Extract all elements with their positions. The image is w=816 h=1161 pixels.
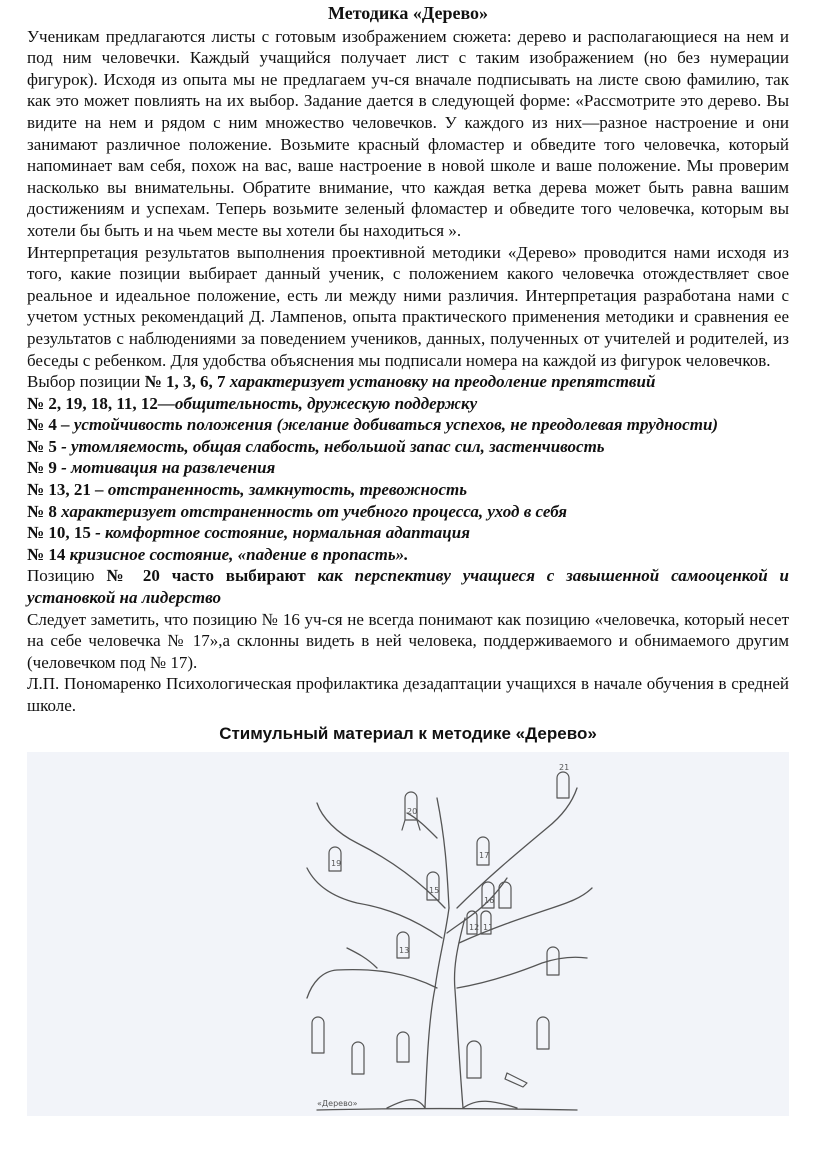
figure-number-13: 13 <box>399 946 410 955</box>
position-description: —общительность, дружескую поддержку <box>157 393 478 413</box>
figure-number-12: 12 <box>469 923 480 932</box>
position-numbers: № 5 <box>27 436 57 456</box>
position-line-2 <box>27 393 789 415</box>
source-paragraph: Л.П. Пономаренко Психологическая профилактика дезадаптации учащихся в начале обучения в средней школе. <box>27 674 789 715</box>
position-numbers: № 8 <box>27 501 57 521</box>
tree-trunk <box>425 908 465 1108</box>
figure-number-19: 19 <box>331 859 342 868</box>
note-paragraph: Следует заметить, что позицию № 16 уч-ся не всегда понимают как позицию «человечка, который несет на себе человечка № 17»,а склонны видеть в ней человека, поддерживаемого и обнимаемого другим (человечком под № 17). <box>27 609 789 672</box>
position-line-6 <box>27 479 789 501</box>
position-description: – устойчивость положения (желание добиваться успехов, не преодолевая трудности) <box>56 415 719 435</box>
tree-branch-right-high <box>457 788 577 908</box>
position-description: - комфортное состояние, нормальная адаптация <box>90 523 470 543</box>
tree-drawing <box>277 758 597 1114</box>
position-numbers: № 20 часто выбирают <box>106 566 306 586</box>
figure-number-16: 16 <box>484 896 495 905</box>
stimulus-heading: Стимульный материал к методике «Дерево» <box>219 723 597 743</box>
position-numbers: № 13, 21 <box>27 480 91 500</box>
position-line-1 <box>27 371 789 393</box>
position-lead: Позицию <box>27 566 107 586</box>
position-numbers: № 4 <box>27 415 57 435</box>
position-description: характеризует отстраненность от учебного процесса, уход в себя <box>56 501 568 521</box>
position-numbers: № 14 <box>27 544 66 564</box>
figure-number-17: 17 <box>479 851 490 860</box>
figure-number-15: 15 <box>429 886 440 895</box>
tree-branch-left-high <box>317 803 445 908</box>
intro-paragraph: Ученикам предлагаются листы с готовым изображением сюжета: дерево и располагающиеся на нем и под ним человечки. Каждый учащийся получает лист с таким изображением (но без нумерации фигурок). Исходя из опыта мы не предлагаем уч-ся вначале подписывать на листе свою фамилию, так как это может повлиять на их выбор. Задание дается в следующей форме: «Рассмотрите это дерево. Вы видите на нем и рядом с ним множество человечков. У каждого из них—разное настроение и они занимают различное положение. Возьмите красный фломастер и обведите того человечка, который напоминает вам себя, похож на вас, ваше настроение в новой школе и ваше положение. Мы проверим насколько вы внимательны. Обратите внимание, что каждая ветка дерева может быть равна вашим достижениям и успехам. Теперь возьмите зеленый фломастер и обведите того человечка, которым вы хотели бы быть и на чьем месте вы хотели бы находиться ». <box>27 26 789 240</box>
tree-branch-left-low <box>307 948 437 998</box>
tree-branch-right-low <box>457 957 587 988</box>
tree-branch-left-mid <box>307 868 442 938</box>
position-numbers: № 10, 15 <box>27 523 91 543</box>
page-title: Методика «Дерево» <box>327 3 489 23</box>
position-line-4 <box>27 436 789 458</box>
position-description: - утомляемость, общая слабость, небольшой запас сил, застенчивость <box>56 436 605 456</box>
position-line-9 <box>27 544 789 566</box>
position-description: характеризует установку на преодоление препятствий <box>225 372 656 392</box>
figure-number-11: 11 <box>483 923 494 932</box>
position-line-5 <box>27 457 789 479</box>
position-numbers: № 1, 3, 6, 7 <box>144 372 226 392</box>
position-description: как перспективу учащиеся с завышенной самооценкой и установкой на лидерство <box>27 566 789 608</box>
position-lead: Выбор позиции <box>27 372 145 392</box>
position-20-paragraph <box>27 565 789 608</box>
position-numbers: № 9 <box>27 458 57 478</box>
figure-bottom-caption: «Дерево» <box>317 1099 358 1108</box>
tree-branch-right-mid <box>459 888 592 943</box>
position-line-3 <box>27 414 789 436</box>
document-page <box>27 3 789 744</box>
position-line-7 <box>27 501 789 523</box>
tree-figure <box>27 752 789 1116</box>
interpretation-paragraph: Интерпретация результатов выполнения проективной методики «Дерево» проводится нами исходя из того, какие позиции выбирает данный ученик, с положением какого человечка отождествляет свое реальное и идеальное положение, есть ли между ними различия. Интерпретация разработана нами с учетом устных рекомендаций Д. Лампенов, опыта практического применения методики и сравнения ее результатов с наблюдениями за поведением учеников, данных, полученных от учителей и родителей, из беседы с ребенком. Для удобства объяснения мы подписали номера на каждой из фигурок человечков. <box>27 242 789 370</box>
position-numbers: № 2, 19, 18, 11, 12 <box>27 393 158 413</box>
position-description: кризисное состояние, «падение в пропасть». <box>65 544 409 564</box>
position-description: - мотивация на развлечения <box>56 458 276 478</box>
position-description: – отстраненность, замкнутость, тревожность <box>90 480 468 500</box>
figure-number-21: 21 <box>559 763 570 772</box>
position-line-8 <box>27 522 789 544</box>
figure-number-20: 20 <box>407 807 418 816</box>
